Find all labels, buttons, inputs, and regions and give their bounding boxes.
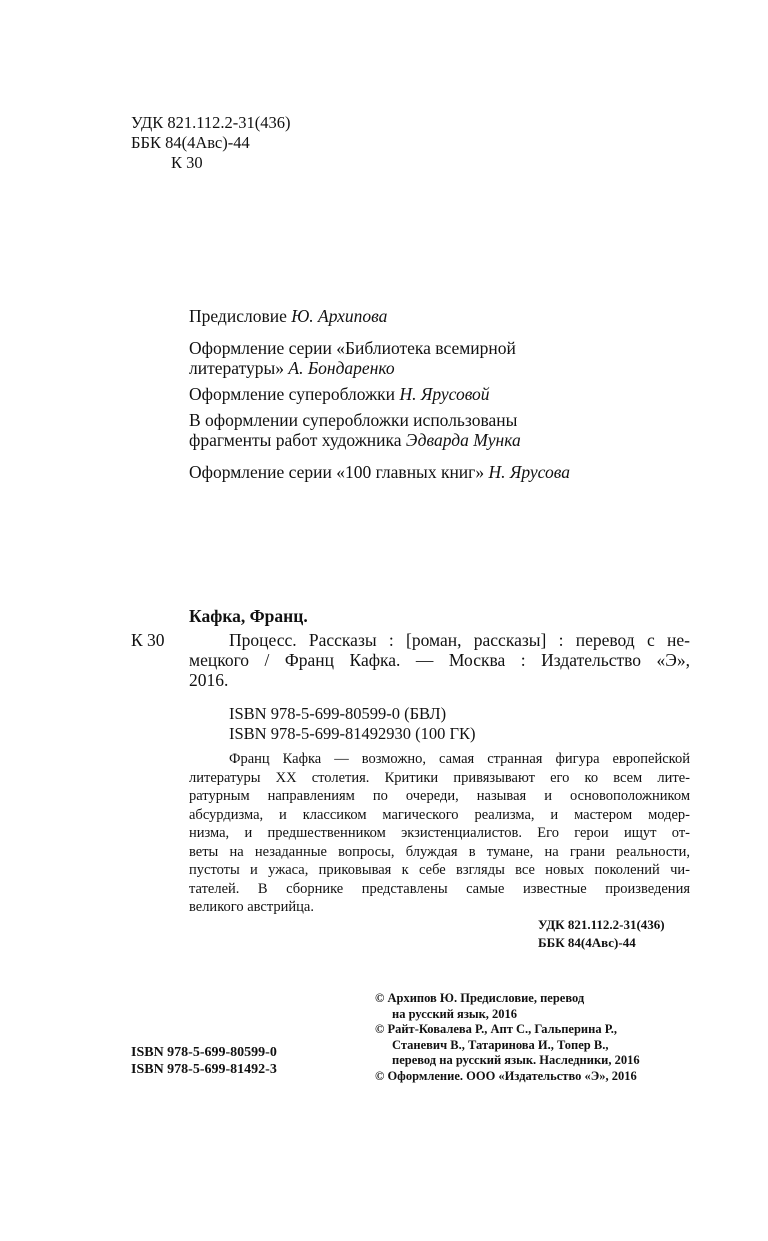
- catalog-mark: К 30: [131, 630, 165, 650]
- catalog-annotation: Франц Кафка — возможно, самая странная фигура европейской литературы XX столетия. Критики привязывают его ко всем лите- ратурным направлениям по очереди, называя и основоположником абсурдизма, и классиком магического реализма, и мастером модер- низма, и предшественником экзистенциалистов. Его герои ищут от- веты на незаданные вопросы, блуждая в тумане, на грани реальности, пустоты и ужаса, приковывая к себе взгляды все новых поколений чи- тателей. В сборнике представлены самые известные произведения великого австрийца.: [189, 751, 690, 915]
- catalog-author: Кафка, Франц.: [189, 606, 308, 626]
- catalog-title: Процесс. Рассказы : [роман, рассказы] : перевод с не- мецкого / Франц Кафка. — Москва : Издательство «Э», 2016.: [189, 630, 690, 690]
- catalog-isbn: ISBN 978-5-699-80599-0 (БВЛ) ISBN 978-5-699-81492930 (100 ГК): [229, 704, 476, 743]
- copyright-line: © Архипов Ю. Предисловие, перевод: [375, 991, 585, 1005]
- credits-block: [189, 306, 570, 482]
- footer-isbn: ISBN 978-5-699-80599-0: [131, 1045, 277, 1060]
- catalog-classification: [538, 916, 665, 952]
- catalog-bbk: ББК 84(4Авс)-44: [538, 935, 636, 950]
- copyright-line: перевод на русский язык. Наследники, 2016: [392, 1053, 640, 1067]
- credit-cover-design: Оформление суперобложки Н. Ярусовой: [189, 384, 490, 404]
- header-author-mark: К 30: [171, 153, 203, 172]
- header-bbk: ББК 84(4Авс)-44: [131, 133, 250, 152]
- credit-series-design: Оформление серии «Библиотека всемирной литературы» А. Бондаренко: [189, 338, 516, 378]
- footer-isbn-block: [131, 1044, 277, 1078]
- copyright-line: © Райт-Ковалева Р., Апт С., Гальперина Р.,: [375, 1022, 618, 1036]
- credit-preface: Предисловие Ю. Архипова: [189, 306, 388, 326]
- footer-isbn: ISBN 978-5-699-81492-3: [131, 1062, 277, 1077]
- credit-cover-art: В оформлении суперобложки использованы фрагменты работ художника Эдварда Мунка: [189, 410, 521, 450]
- copyright-line: на русский язык, 2016: [392, 1006, 518, 1021]
- credit-100-books-series: Оформление серии «100 главных книг» Н. Ярусова: [189, 462, 570, 482]
- copyright-line: Станевич В., Татаринова И., Топер В.,: [392, 1037, 609, 1052]
- header-udk: УДК 821.112.2-31(436): [131, 113, 291, 132]
- copyright-block: [375, 991, 640, 1084]
- catalog-udk: УДК 821.112.2-31(436): [538, 917, 665, 932]
- header-classification: [131, 113, 291, 173]
- copyright-line: © Оформление. ООО «Издательство «Э», 2016: [375, 1068, 637, 1083]
